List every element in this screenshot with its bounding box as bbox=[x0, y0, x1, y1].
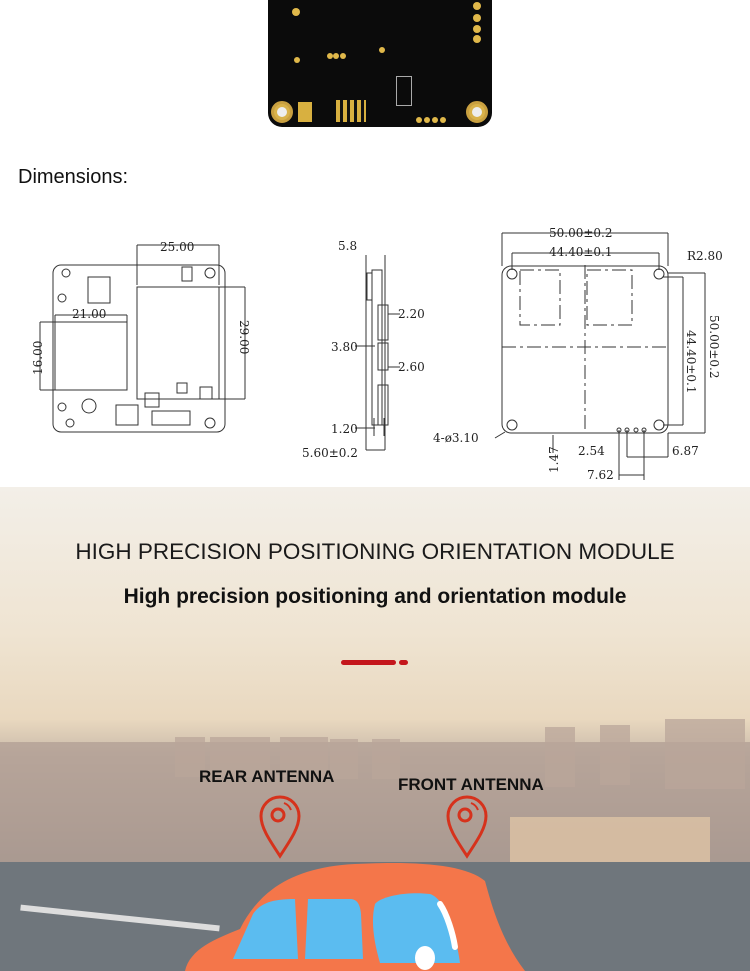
dim-hole-width: 44.40±0.1 bbox=[549, 245, 613, 259]
dim-right-height: 29.00 bbox=[237, 320, 251, 355]
accent-divider bbox=[341, 660, 396, 665]
accent-dot bbox=[399, 660, 408, 665]
dim-pitch: 2.54 bbox=[578, 444, 605, 458]
hero-subtitle: High precision positioning and orientation module bbox=[123, 585, 627, 608]
dim-outer-width: 50.00±0.2 bbox=[549, 226, 613, 240]
dimensions-heading: Dimensions: bbox=[18, 166, 129, 188]
dim-pin-offset: 1.47 bbox=[547, 446, 561, 473]
dim-side-total: 5.60±0.2 bbox=[302, 446, 358, 460]
dim-hole-height: 44.40±0.1 bbox=[684, 330, 698, 394]
rear-antenna-label: REAR ANTENNA bbox=[199, 767, 335, 786]
dim-pin-span: 7.62 bbox=[587, 468, 614, 482]
dim-holes: 4-ø3.10 bbox=[433, 431, 479, 445]
pcb-board-image bbox=[268, 0, 492, 127]
dim-side-d1: 2.20 bbox=[398, 307, 425, 321]
dim-radius: R2.80 bbox=[687, 249, 723, 263]
dimension-drawings bbox=[0, 225, 750, 487]
car-illustration bbox=[185, 859, 525, 971]
rear-location-pin-icon bbox=[258, 794, 302, 860]
hero-banner bbox=[0, 487, 750, 971]
dim-side-d3: 2.60 bbox=[398, 360, 425, 374]
dim-top-width: 25.00 bbox=[160, 240, 195, 254]
dim-side-d4: 1.20 bbox=[331, 422, 358, 436]
front-antenna-label: FRONT ANTENNA bbox=[398, 775, 544, 794]
dim-side-top: 5.8 bbox=[338, 239, 358, 253]
dim-outer-height: 50.00±0.2 bbox=[707, 315, 721, 379]
dim-left-height: 16.00 bbox=[31, 340, 45, 375]
front-location-pin-icon bbox=[445, 794, 489, 860]
dim-side-d2: 3.80 bbox=[331, 340, 358, 354]
hero-title: HIGH PRECISION POSITIONING ORIENTATION MODULE bbox=[75, 539, 675, 564]
dim-edge: 6.87 bbox=[672, 444, 699, 458]
dim-left-width: 21.00 bbox=[72, 307, 107, 321]
